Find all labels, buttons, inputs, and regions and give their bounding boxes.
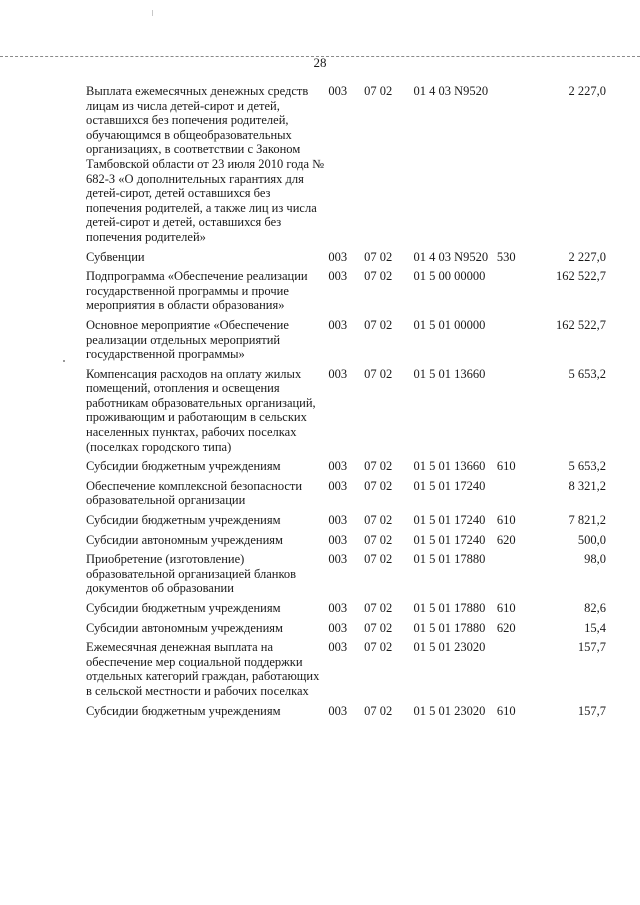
expense-name-cell: Ежемесячная денежная выплата на обеспечение мер социальной поддержки отдельных категорий граждан, работающих в сельской местности и рабочих поселках <box>86 640 320 698</box>
amount-cell: 157,7 <box>577 703 606 718</box>
table-row <box>86 367 606 460</box>
section-code-cell: 07 02 <box>364 620 393 635</box>
section-code-cell: 07 02 <box>364 552 393 567</box>
expense-type-cell <box>497 640 523 703</box>
expense-type-cell: 610 <box>496 459 516 474</box>
amount-cell: 8 321,2 <box>568 478 606 493</box>
page-number: 28 <box>313 55 327 70</box>
expense-type-cell: 620 <box>496 620 516 635</box>
section-code-cell: 07 02 <box>364 249 393 264</box>
table-row <box>86 84 606 250</box>
target-article-cell: 01 5 01 17240 <box>413 513 486 528</box>
section-code-cell: 07 02 <box>364 513 393 528</box>
expense-type-cell: 620 <box>496 532 516 547</box>
target-article-cell: 01 5 01 00000 <box>413 317 486 332</box>
budget-table <box>86 84 606 723</box>
section-code-cell: 07 02 <box>364 703 393 718</box>
scan-tick-mark <box>152 10 153 16</box>
expense-name-cell: Субсидии бюджетным учреждениям <box>86 459 281 474</box>
department-code-cell: 003 <box>328 640 348 655</box>
expense-name-cell: Обеспечение комплексной безопасности образовательной организации <box>86 478 303 508</box>
expense-name-cell: Субвенции <box>86 249 145 264</box>
department-code-cell: 003 <box>328 513 348 528</box>
expense-name-cell: Приобретение (изготовление) образовательной организацией бланков документов об образовании <box>86 552 297 596</box>
expense-name-cell: Субсидии бюджетным учреждениям <box>86 703 281 718</box>
expense-name-cell: Основное мероприятие «Обеспечение реализации отдельных мероприятий государственной программы» <box>86 317 289 362</box>
table-row <box>86 459 606 479</box>
amount-cell: 2 227,0 <box>568 249 606 264</box>
margin-mark <box>63 360 65 362</box>
target-article-cell: 01 4 03 N9520 <box>413 249 489 264</box>
amount-cell: 5 653,2 <box>568 366 606 381</box>
expense-name-cell: Выплата ежемесячных денежных средств лицам из числа детей-сирот и детей, оставшихся без попечения родителей, обучающимся в общеобразовательных организациях, в соответствии с Законом Тамбовской области от 23 июля 2010 года № 682-З «О дополнительных гарантиях для детей-сирот, детей оставшихся без попечения родителей, а также лиц из числа детей-сирот и детей, оставшихся без попечения родителей» <box>86 84 325 244</box>
target-article-cell: 01 5 01 17880 <box>413 601 486 615</box>
table-row <box>86 704 606 724</box>
target-article-cell: 01 5 01 17240 <box>413 478 486 493</box>
expense-name-cell: Субсидии автономным учреждениям <box>86 532 283 547</box>
department-code-cell: 003 <box>328 269 348 284</box>
expense-type-cell: 530 <box>496 249 516 264</box>
expense-type-cell: 610 <box>496 601 516 615</box>
target-article-cell: 01 5 01 17880 <box>413 620 486 635</box>
section-code-cell: 07 02 <box>364 317 393 332</box>
expense-type-cell: 610 <box>496 513 516 528</box>
amount-cell: 500,0 <box>577 532 606 547</box>
expense-type-cell <box>497 479 523 513</box>
section-code-cell: 07 02 <box>364 269 393 284</box>
department-code-cell: 003 <box>328 703 348 718</box>
table-row <box>86 533 606 553</box>
department-code-cell: 003 <box>328 366 348 381</box>
amount-cell: 162 522,7 <box>556 269 606 284</box>
expense-type-cell <box>497 318 523 367</box>
amount-cell: 15,4 <box>584 620 606 635</box>
amount-cell: 162 522,7 <box>556 317 606 332</box>
table-row <box>86 513 606 533</box>
section-code-cell: 07 02 <box>364 601 393 615</box>
department-code-cell: 003 <box>328 317 348 332</box>
expense-name-cell: Субсидии бюджетным учреждениям <box>86 513 281 528</box>
department-code-cell: 003 <box>328 478 348 493</box>
section-code-cell: 07 02 <box>364 366 393 381</box>
amount-cell: 5 653,2 <box>568 459 606 474</box>
table-row <box>86 269 606 318</box>
target-article-cell: 01 5 01 23020 <box>413 703 486 718</box>
target-article-cell: 01 5 01 17240 <box>413 532 486 547</box>
table-row <box>86 552 606 601</box>
amount-cell: 157,7 <box>577 640 606 655</box>
target-article-cell: 01 4 03 N9520 <box>413 84 489 98</box>
amount-cell: 98,0 <box>584 552 606 567</box>
section-code-cell: 07 02 <box>364 459 393 474</box>
amount-cell: 82,6 <box>584 601 606 615</box>
target-article-cell: 01 5 01 13660 <box>413 459 486 474</box>
table-row <box>86 601 606 621</box>
table-row <box>86 640 606 703</box>
department-code-cell: 003 <box>328 249 348 264</box>
expense-name-cell: Компенсация расходов на оплату жилых помещений, отопления и освещения работникам образовательных организаций, проживающим и работающим в сельских населенных пунктах, рабочих поселках (поселках городского типа) <box>86 366 316 454</box>
amount-cell: 2 227,0 <box>568 84 606 98</box>
target-article-cell: 01 5 01 17880 <box>413 552 486 567</box>
expense-type-cell: 610 <box>496 703 516 718</box>
table-row <box>86 479 606 513</box>
department-code-cell: 003 <box>328 552 348 567</box>
department-code-cell: 003 <box>328 620 348 635</box>
table-row <box>86 250 606 270</box>
department-code-cell: 003 <box>328 459 348 474</box>
section-code-cell: 07 02 <box>364 84 393 98</box>
table-row <box>86 621 606 641</box>
expense-name-cell: Подпрограмма «Обеспечение реализации государственной программы и прочие мероприятия в области образования» <box>86 269 308 313</box>
target-article-cell: 01 5 00 00000 <box>413 269 486 284</box>
expense-type-cell <box>497 367 523 460</box>
target-article-cell: 01 5 01 13660 <box>413 366 486 381</box>
target-article-cell: 01 5 01 23020 <box>413 640 486 655</box>
expense-type-cell <box>497 269 523 318</box>
section-code-cell: 07 02 <box>364 478 393 493</box>
expense-name-cell: Субсидии бюджетным учреждениям <box>86 601 281 615</box>
expense-type-cell <box>497 552 523 601</box>
amount-cell: 7 821,2 <box>568 513 606 528</box>
department-code-cell: 003 <box>328 601 348 615</box>
expense-name-cell: Субсидии автономным учреждениям <box>86 620 283 635</box>
section-code-cell: 07 02 <box>364 640 393 655</box>
department-code-cell: 003 <box>328 84 348 98</box>
section-code-cell: 07 02 <box>364 532 393 547</box>
table-row <box>86 318 606 367</box>
expense-type-cell <box>497 84 523 250</box>
department-code-cell: 003 <box>328 532 348 547</box>
